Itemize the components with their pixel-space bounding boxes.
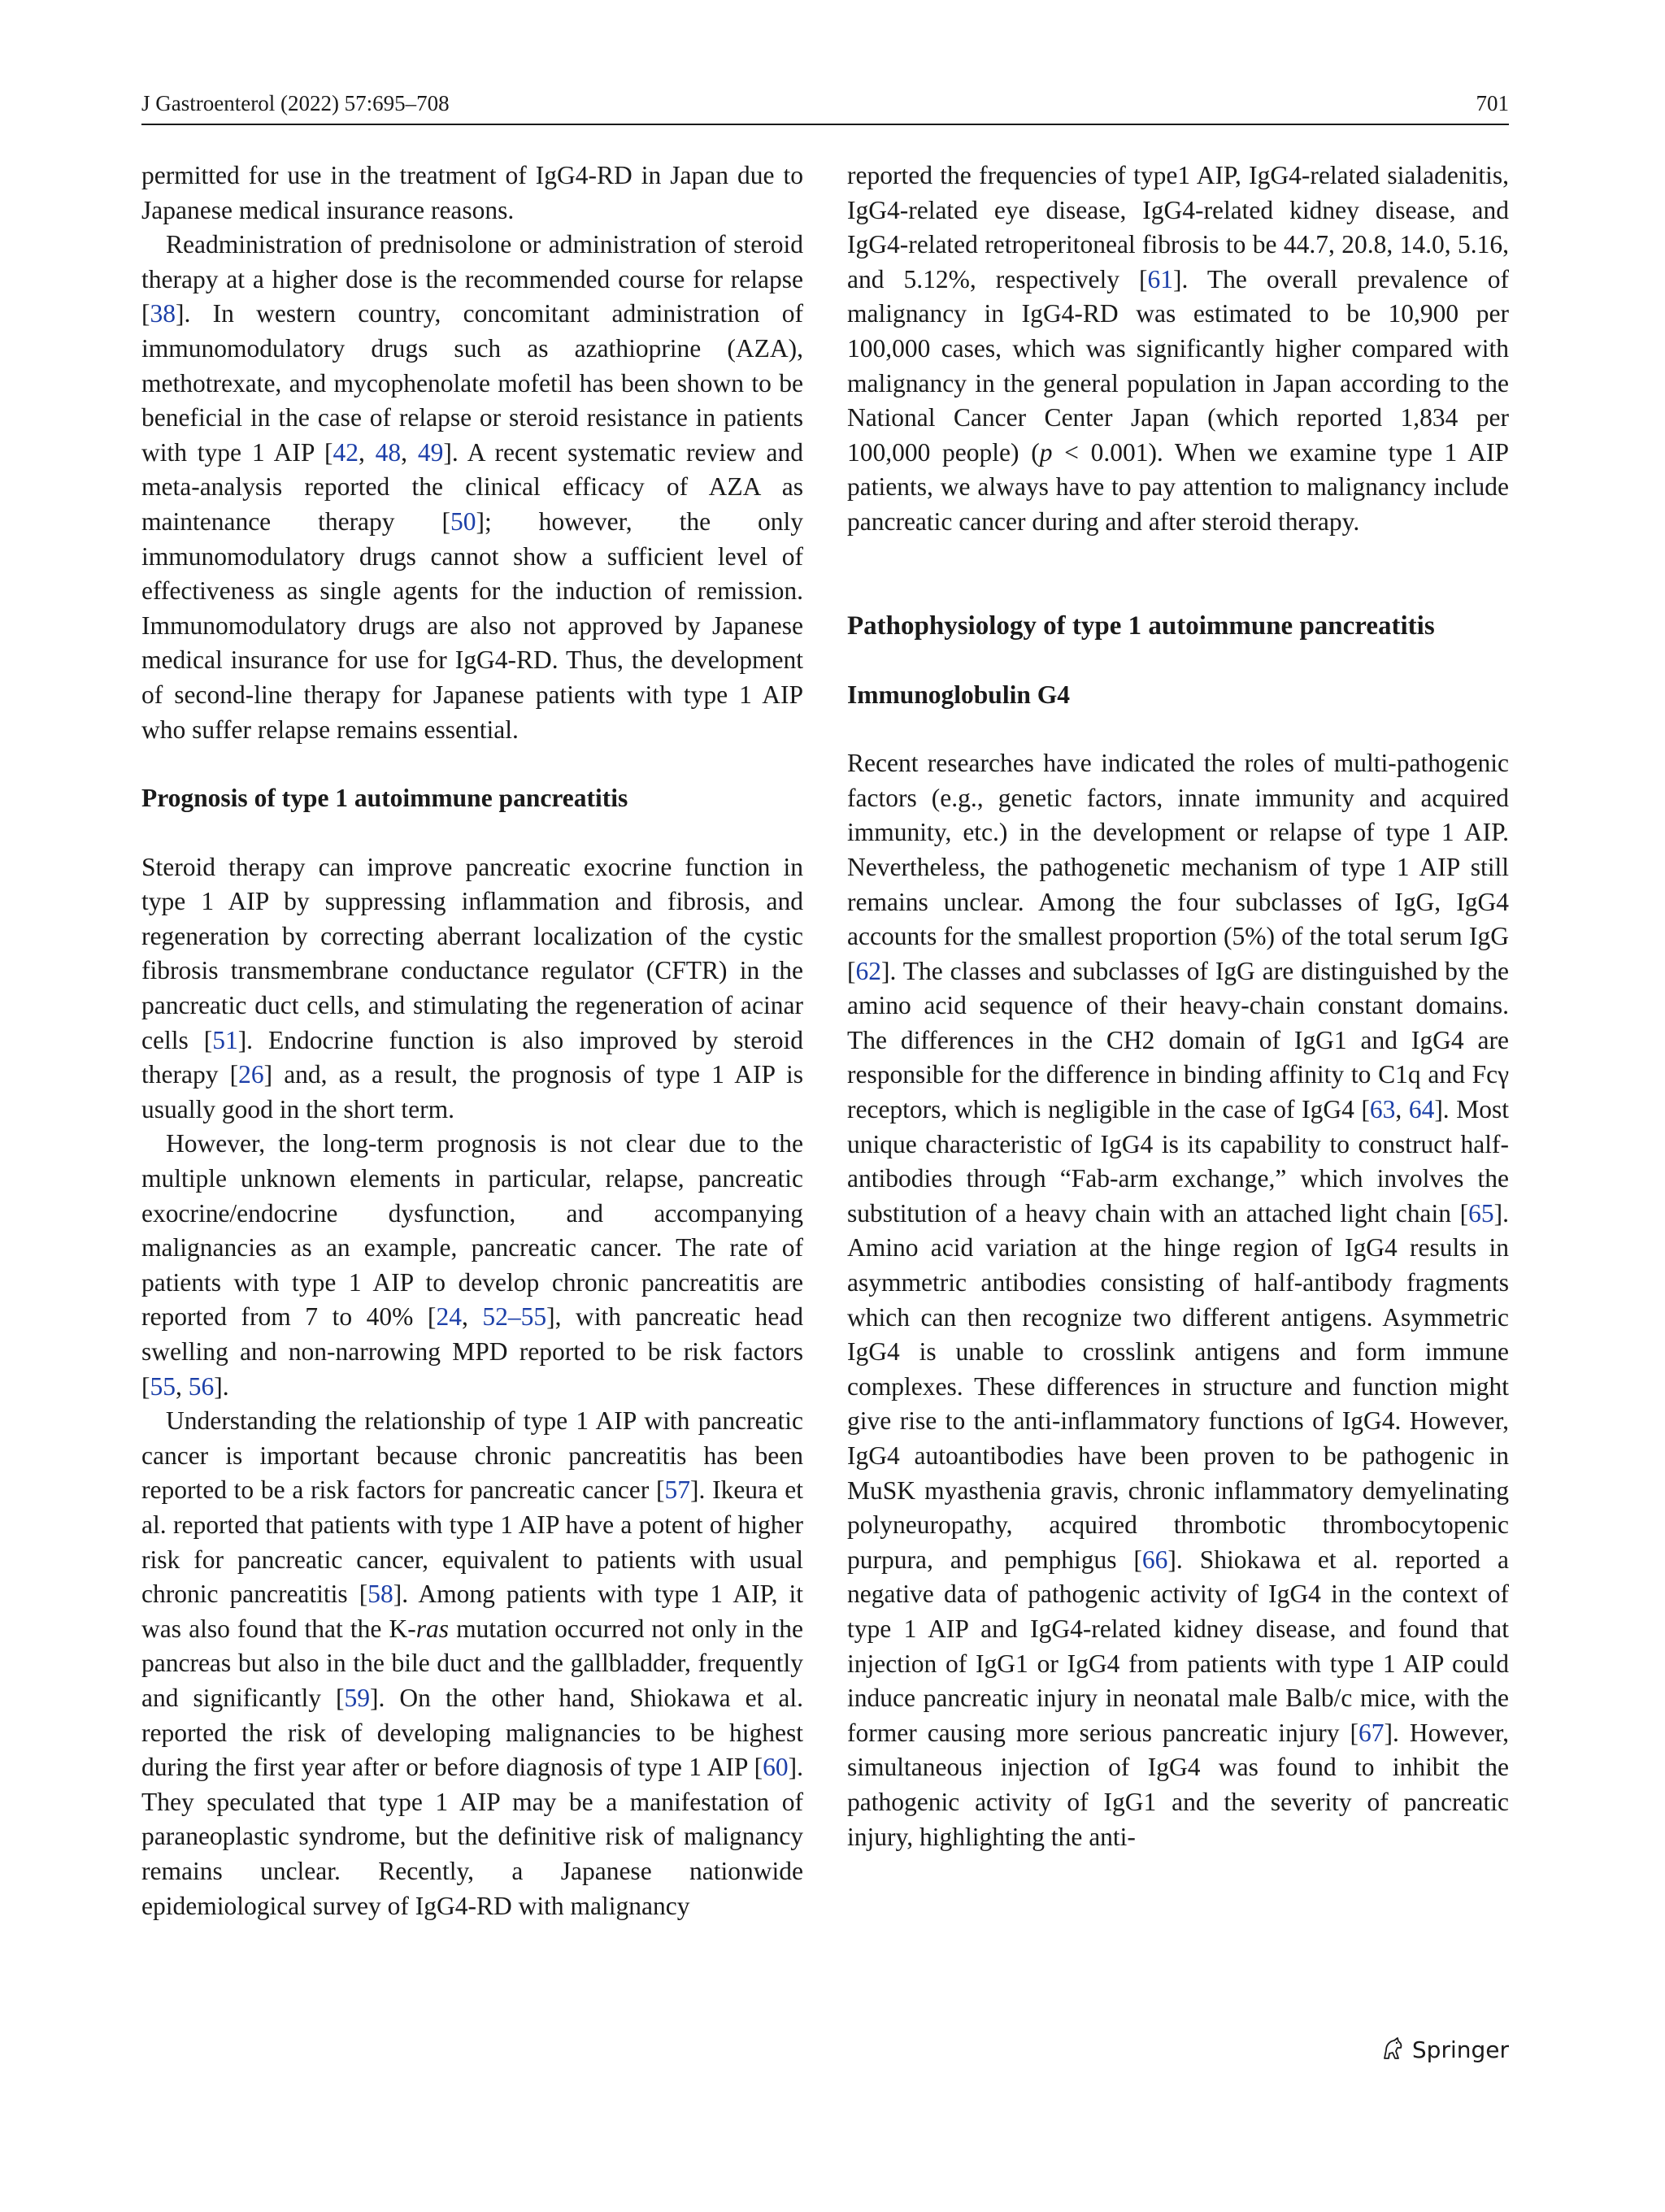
text-run: ]. Endocrine function is also improved by steroid therapy [ xyxy=(141,1025,803,1089)
text-run: ]. Shiokawa et al. reported a negative data of pathogenic activity of IgG4 in the context of type 1 AIP and IgG4-related kidney disease, and found that injection of IgG1 or IgG4 from patients with type 1 AIP could induce pancreatic injury in neonatal male Balb/c mice, with the former causing more serious pancreatic injury [ xyxy=(847,1545,1509,1747)
citation-link[interactable]: 56 xyxy=(188,1371,215,1401)
italic-p-value: p xyxy=(1039,437,1053,467)
citation-link[interactable]: 57 xyxy=(664,1475,690,1505)
paragraph xyxy=(141,850,803,1128)
text-run: ]. Most unique characteristic of IgG4 is its capability to construct half-antibodies through “Fab-arm exchange,” which involves the substitution of a heavy chain with an attached light chain [ xyxy=(847,1095,1509,1228)
paragraph xyxy=(847,159,1509,540)
text-run: ] and, as a result, the prognosis of type 1 AIP is usually good in the short term. xyxy=(141,1060,803,1123)
citation-link[interactable]: 49 xyxy=(417,437,444,467)
text-run: ]. Ikeura et al. reported that patients with type 1 AIP have a potent of higher risk for pancreatic cancer, equivalent to patients with usual chronic pancreatitis [ xyxy=(141,1475,803,1609)
text-run: ]. The classes and subclasses of IgG are distinguished by the amino acid sequence of their heavy-chain constant domains. The differences in the CH2 domain of IgG1 and IgG4 are responsible for the difference in binding affinity to C1q and Fcγ receptors, which is negligible in the case of IgG4 [ xyxy=(847,956,1509,1124)
paragraph xyxy=(141,1404,803,1923)
citation-link[interactable]: 26 xyxy=(238,1060,264,1089)
citation-link[interactable]: 61 xyxy=(1147,264,1173,293)
text-run: ]. In western country, concomitant administration of immunomodulatory drugs such as azathioprine (AZA), methotrexate, and mycophenolate mofetil has been shown to be beneficial in the case of relapse or steroid resistance in patients with type 1 AIP [ xyxy=(141,299,803,467)
text-run: , xyxy=(176,1371,189,1401)
citation-link[interactable]: 65 xyxy=(1468,1198,1494,1228)
text-run: mutation occurred not only in the pancreas but also in the bile duct and the gallbladder, frequently and significantly [ xyxy=(141,1614,803,1712)
text-run: Steroid therapy can improve pancreatic exocrine function in type 1 AIP by suppressing inflammation and fibrosis, and regeneration by correcting aberrant localization of the cystic fibrosis transmembrane conductance regulator (CFTR) in the pancreatic duct cells, and stimulating the regeneration of acinar cells [ xyxy=(141,852,803,1054)
subsection-heading: Immunoglobulin G4 xyxy=(847,680,1070,709)
text-run: , xyxy=(401,437,418,467)
text-run: ]. Amino acid variation at the hinge region of IgG4 results in asymmetric antibodies consisting of half-antibody fragments which can then recognize two different antigens. Asymmetric IgG4 is unable to crosslink antigens and form immune complexes. These differences in structure and function might give rise to the anti-inflammatory functions of IgG4. However, IgG4 autoantibodies have been proven to be pathogenic in MuSK myasthenia gravis, chronic inflammatory demyelinating polyneuropathy, acquired thrombotic thrombocytopenic purpura, and pemphigus [ xyxy=(847,1198,1509,1574)
citation-link[interactable]: 51 xyxy=(212,1025,238,1054)
citation-link[interactable]: 64 xyxy=(1408,1095,1435,1124)
publisher-name: Springer xyxy=(1411,2036,1509,2063)
text-run: , xyxy=(461,1302,483,1332)
text-run: reported the frequencies of type1 AIP, IgG4-related sialadenitis, IgG4-related eye disease, IgG4-related kidney disease, and IgG4-related retroperitoneal fibrosis to be 44.7, 20.8, 14.0, 5.16, and 5.12%, respectively [ xyxy=(847,161,1509,293)
citation-link[interactable]: 58 xyxy=(367,1580,393,1609)
citation-link[interactable]: 66 xyxy=(1141,1545,1168,1574)
text-run: Understanding the relationship of type 1 AIP with pancreatic cancer is important because chronic pancreatitis has been reported to be a risk factors for pancreatic cancer [ xyxy=(141,1406,803,1505)
paragraph xyxy=(141,228,803,747)
springer-horse-icon xyxy=(1378,2036,1406,2063)
text-run: permitted for use in the treatment of IgG4-RD in Japan due to Japanese medical insurance reasons. xyxy=(141,161,803,224)
text-run: ]. xyxy=(214,1371,229,1401)
citation-link[interactable]: 48 xyxy=(375,437,402,467)
publisher-footer xyxy=(1378,2036,1509,2063)
header-rule xyxy=(141,124,1509,125)
text-run: Readministration of prednisolone or administration of steroid therapy at a higher dose is the recommended course for relapse [ xyxy=(141,230,803,328)
citation-link[interactable]: 42 xyxy=(333,437,359,467)
paragraph xyxy=(141,1127,803,1404)
text-run: ]. Among patients with type 1 AIP, it was also found that the K- xyxy=(141,1580,804,1643)
citation-link[interactable]: 67 xyxy=(1359,1718,1385,1747)
text-run: Recent researches have indicated the roles of multi-pathogenic factors (e.g., genetic factors, innate immunity and acquired immunity, etc.) in the development or relapse of type 1 AIP. Nevertheless, the pathogenetic mechanism of type 1 AIP still remains unclear. Among the four subclasses of IgG, IgG4 accounts for the smallest proportion (5%) of the total serum IgG [ xyxy=(847,749,1509,985)
text-run: , xyxy=(358,437,376,467)
citation-link[interactable]: 60 xyxy=(763,1753,789,1782)
text-run: ], with pancreatic head swelling and non-narrowing MPD reported to be risk factors [ xyxy=(141,1302,804,1401)
citation-link[interactable]: 63 xyxy=(1369,1095,1396,1124)
italic-gene-name: ras xyxy=(415,1614,449,1643)
citation-link[interactable]: 38 xyxy=(150,299,176,328)
text-run: < 0.001). When we examine type 1 AIP patients, we always have to pay attention to malignancy include pancreatic cancer during and after steroid therapy. xyxy=(847,437,1509,536)
journal-citation: J Gastroenterol (2022) 57:695–708 xyxy=(141,91,450,115)
text-run: ]. A recent systematic review and meta-analysis reported the clinical efficacy of AZA as maintenance therapy [ xyxy=(141,437,803,536)
text-run: , xyxy=(1395,1095,1409,1124)
citation-link[interactable]: 24 xyxy=(436,1302,462,1332)
citation-link[interactable]: 50 xyxy=(450,506,476,536)
text-run: ]. They speculated that type 1 AIP may be a manifestation of paraneoplastic syndrome, but the definitive risk of malignancy remains unclear. Recently, a Japanese nationwide epidemiological survey of IgG4-RD with malignancy xyxy=(141,1753,803,1920)
right-column xyxy=(847,159,1509,1854)
text-run: ]. However, simultaneous injection of IgG4 was found to inhibit the pathogenic activity of IgG1 and the severity of pancreatic injury, highlighting the anti- xyxy=(847,1718,1509,1851)
paragraph xyxy=(141,159,803,228)
text-run: However, the long-term prognosis is not clear due to the multiple unknown elements in particular, relapse, pancreatic exocrine/endocrine dysfunction, and accompanying malignancies as an example, pancreatic cancer. The rate of patients with type 1 AIP to develop chronic pancreatitis are reported from 7 to 40% [ xyxy=(141,1129,803,1332)
text-run: ]. On the other hand, Shiokawa et al. reported the risk of developing malignancies to be highest during the first year after or before diagnosis of type 1 AIP [ xyxy=(141,1683,803,1782)
text-run: ]; however, the only immunomodulatory drugs cannot show a sufficient level of effectiveness as single agents for the induction of remission. Immunomodulatory drugs are also not approved by Japanese medical insurance for use for IgG4-RD. Thus, the development of second-line therapy for Japanese patients with type 1 AIP who suffer relapse remains essential. xyxy=(141,506,803,744)
paragraph xyxy=(847,746,1509,1854)
subsection-heading: Prognosis of type 1 autoimmune pancreatitis xyxy=(141,784,628,813)
text-run: ]. The overall prevalence of malignancy in IgG4-RD was estimated to be 10,900 per 100,000 cases, which was significantly higher compared with malignancy in the general population in Japan according to the National Cancer Center Japan (which reported 1,834 per 100,000 people) ( xyxy=(847,264,1509,467)
citation-link[interactable]: 59 xyxy=(344,1683,371,1712)
left-column xyxy=(141,159,803,1923)
citation-link[interactable]: 52–55 xyxy=(482,1302,547,1332)
citation-link[interactable]: 55 xyxy=(150,1371,176,1401)
section-heading: Pathophysiology of type 1 autoimmune pancreatitis xyxy=(847,611,1435,641)
citation-link[interactable]: 62 xyxy=(855,956,881,985)
page-number: 701 xyxy=(1476,91,1509,115)
